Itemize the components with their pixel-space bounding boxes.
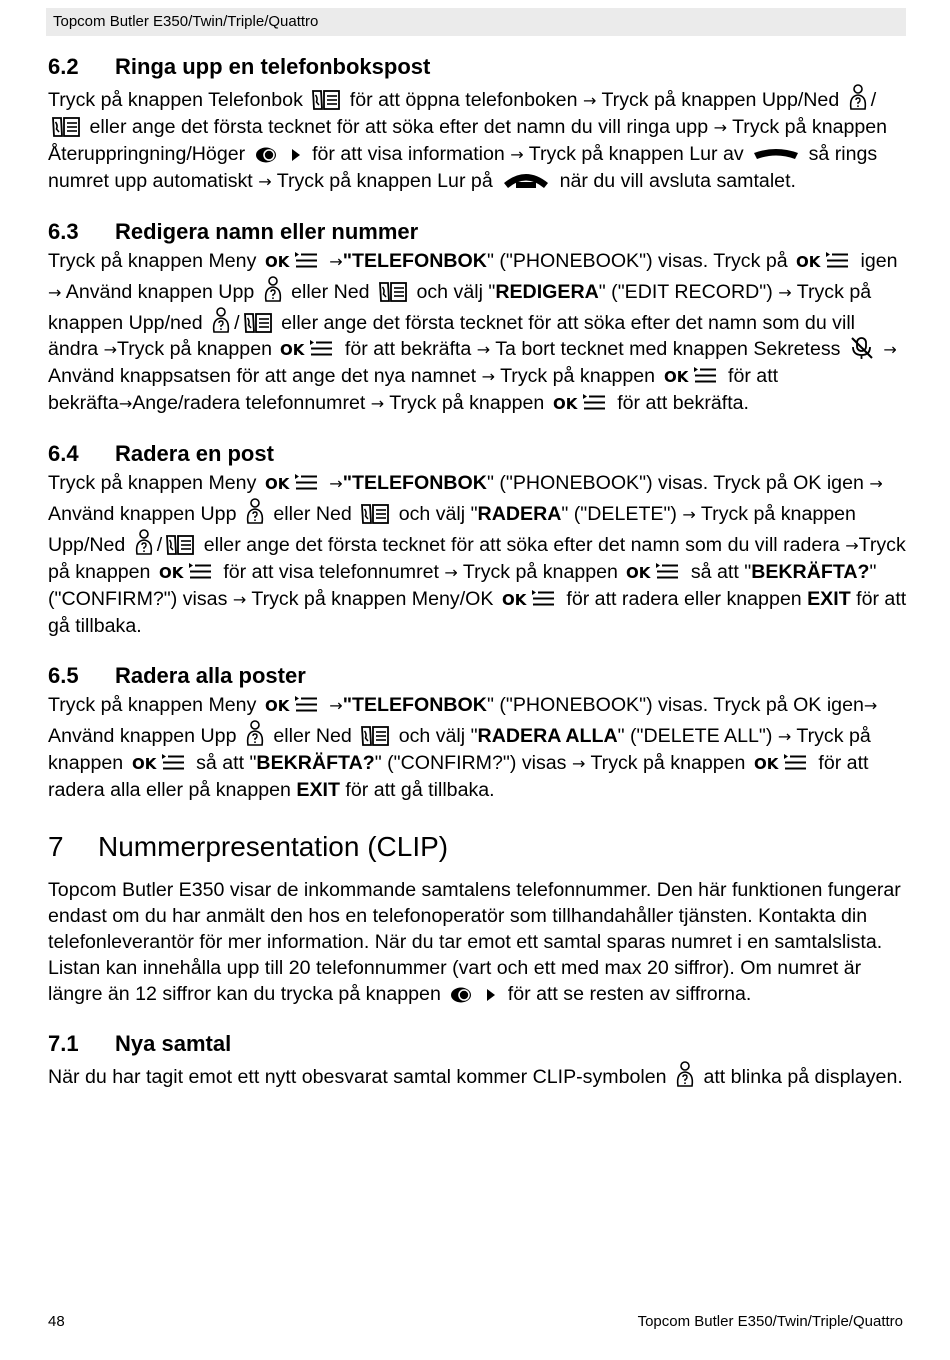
footer-title: Topcom Butler E350/Twin/Triple/Quattro: [637, 1313, 903, 1330]
ok-menu-icon: [265, 250, 321, 272]
text: Tryck på knappen Upp/Ned: [48, 503, 856, 556]
text: " ("PHONEBOOK") visas. Tryck på OK igen: [486, 694, 864, 716]
bold-text: "TELEFONBOK: [342, 472, 487, 494]
text: Ange/radera telefonnumret: [132, 392, 366, 414]
arrow-right-icon: →: [713, 118, 727, 137]
text: när du vill avsluta samtalet.: [559, 170, 796, 192]
text: eller ange det första tecknet för att söka efter det namn som du vill radera: [203, 534, 840, 556]
svg-text:OK: OK: [753, 755, 779, 773]
text: och välj ": [416, 281, 496, 303]
text: Tryck på knappen Meny: [48, 250, 257, 272]
chapter-heading: [48, 829, 908, 865]
chapter-number: 7: [48, 831, 64, 862]
off-hook-icon: [752, 147, 800, 165]
section-title: Redigera namn eller nummer: [115, 219, 419, 244]
section-6-3: [48, 217, 908, 417]
text: Tryck på knappen Upp/Ned: [601, 89, 840, 111]
arrow-right-icon: →: [510, 145, 524, 164]
section-6-2: [48, 52, 908, 195]
svg-text:OK: OK: [663, 368, 688, 386]
arrow-right-icon: →: [103, 340, 117, 359]
arrow-right-icon: →: [118, 394, 133, 413]
section-body: [48, 1060, 908, 1090]
text: Tryck på knappen Meny/OK: [251, 588, 494, 610]
clip-up-icon: [263, 275, 283, 303]
bold-text: REDIGERA: [495, 281, 599, 303]
arrow-right-icon: →: [48, 283, 62, 302]
phonebook-icon: [243, 312, 273, 334]
text: för att visa information: [312, 143, 505, 165]
section-number: 7.1: [48, 1031, 79, 1056]
bold-text: "TELEFONBOK: [342, 250, 487, 272]
text: Använd knappen Upp: [48, 503, 237, 525]
ok-menu-icon: [796, 250, 852, 272]
text: så att ": [690, 561, 752, 583]
text: Tryck på knappen: [590, 752, 746, 774]
arrow-right-icon: →: [777, 727, 792, 746]
section-number: 6.4: [48, 441, 79, 466]
text: Tryck på knappen Lur av: [528, 143, 744, 165]
ok-menu-icon: [265, 694, 321, 716]
redial-right-icon: [449, 985, 499, 1005]
chapter-body: [48, 877, 908, 1007]
arrow-right-icon: →: [444, 563, 458, 582]
svg-text:OK: OK: [264, 253, 290, 271]
header-title: Topcom Butler E350/Twin/Triple/Quattro: [53, 13, 319, 30]
section-6-5: [48, 661, 908, 803]
bold-text: RADERA ALLA: [477, 725, 618, 747]
arrow-right-icon: →: [370, 394, 385, 413]
section-body: Tryck på knappen Telefonbok för att öppna telefonboken → Tryck på knappen Upp/Ned / eller ange det första tecknet för att söka efter det namn du vill ringa upp → Tryck på knappen Återuppringning/Höger för att visa information → Tryck på knappen Lur av så rings numret upp automatiskt → Tryck på knappen Lur på när du vill avsluta samtalet.: [48, 83, 908, 195]
arrow-right-icon: →: [481, 367, 495, 386]
arrow-right-icon: →: [682, 505, 696, 524]
section-body: Tryck på knappen Meny OK →"TELEFONBOK" ("PHONEBOOK") visas. Tryck på OK igen → Använd knappen Upp eller Ned och välj "REDIGERA" ("EDIT RECORD") → Tryck på knappen Upp/ned / eller ange det första tecknet för att söka efter det namn som du vill ändra →Tryck på knappen OK för att bekräfta → Ta bort tecknet med knappen Sekretess → Använd knappsatsen för att ange det nya namnet → Tryck på knappen OK för att bekräfta→Ange/radera telefonnumret → Tryck på knappen OK för att bekräfta.: [48, 250, 898, 414]
text: Tryck på knappen Återuppringning/Höger: [48, 116, 888, 165]
text: eller Ned: [273, 725, 352, 747]
svg-text:OK: OK: [552, 395, 578, 413]
section-7-1: [48, 1029, 908, 1090]
text: Topcom Butler E350 visar de inkommande samtalens telefonnummer. Den här funktionen fungerar endast om du har anmält den hos en telefonoperatör som tillhandahåller tjänsten. Kontakta din telefonleverantör för mer information. När du tar emot ett samtal sparas numret i en samtalslista. Listan kan innehålla upp till 20 telefonnummer (vart och ett med max 20 siffror). Om numret är längre än 12 siffror kan du trycka på knappen: [48, 879, 901, 1005]
phonebook-icon: [378, 281, 408, 303]
clip-up-icon: [211, 306, 231, 334]
text: för att gå tillbaka.: [48, 588, 907, 637]
section-6-4: [48, 439, 908, 639]
ok-menu-icon: [132, 752, 188, 774]
phonebook-icon: [51, 116, 81, 138]
on-hook-icon: [501, 168, 551, 192]
arrow-right-icon: →: [863, 696, 878, 715]
section-number: 6.2: [48, 54, 79, 79]
clip-up-icon: [245, 497, 265, 525]
bold-text: EXIT: [296, 779, 340, 801]
redial-right-icon: [254, 145, 304, 165]
svg-text:OK: OK: [264, 475, 290, 493]
phonebook-icon: [360, 503, 390, 525]
bold-text: "TELEFONBOK: [342, 694, 487, 716]
text: eller Ned: [291, 281, 370, 303]
section-heading: [48, 1029, 908, 1059]
section-number: 6.5: [48, 663, 79, 688]
ok-menu-icon: [553, 392, 609, 414]
bold-text: BEKRÄFTA?: [256, 752, 375, 774]
phonebook-icon: [165, 534, 195, 556]
mute-icon: [849, 336, 875, 360]
text: " ("CONFIRM?") visas: [374, 752, 567, 774]
ok-menu-icon: [265, 472, 321, 494]
phonebook-icon: [311, 89, 341, 111]
text: så rings numret upp automatiskt: [48, 143, 878, 192]
text: Tryck på knappen Telefonbok: [48, 89, 303, 111]
arrow-right-icon: →: [476, 340, 491, 359]
text: Tryck på knappen: [48, 534, 906, 583]
section-heading: [48, 217, 908, 247]
text: så att ": [196, 752, 257, 774]
text: för att bekräfta.: [617, 392, 749, 414]
text: Tryck på knappen: [500, 365, 656, 387]
ok-menu-icon: [664, 365, 720, 387]
ok-menu-icon: [754, 752, 810, 774]
arrow-right-icon: →: [883, 340, 897, 359]
arrow-right-icon: →: [329, 474, 343, 493]
ok-menu-icon: [280, 338, 336, 360]
arrow-right-icon: →: [329, 252, 343, 271]
text: Använd knappen Upp: [48, 725, 237, 747]
svg-text:OK: OK: [626, 564, 651, 582]
text: " ("CONFIRM?") visas: [48, 561, 877, 610]
svg-text:OK: OK: [264, 697, 290, 715]
text: " ("DELETE"): [561, 503, 677, 525]
text: för att gå tillbaka.: [345, 779, 495, 801]
text: för att radera alla eller på knappen: [48, 752, 869, 801]
text: och välj ": [398, 503, 478, 525]
text: eller ange det första tecknet för att söka efter det namn du vill ringa upp: [89, 116, 709, 138]
text: " ("PHONEBOOK") visas. Tryck på: [486, 250, 788, 272]
section-heading: [48, 661, 908, 691]
svg-text:OK: OK: [131, 755, 157, 773]
ok-menu-icon: [502, 588, 558, 610]
bold-text: BEKRÄFTA?: [751, 561, 870, 583]
clip-up-icon: [675, 1060, 695, 1088]
text: eller Ned: [273, 503, 352, 525]
svg-text:OK: OK: [796, 253, 821, 271]
bold-text: EXIT: [807, 588, 851, 610]
section-heading: [48, 439, 908, 469]
arrow-right-icon: →: [329, 696, 343, 715]
arrow-right-icon: →: [571, 754, 586, 773]
text: Tryck på knappen Meny: [48, 694, 257, 716]
text: Tryck på knappen: [116, 338, 273, 360]
text: Använd knappsatsen för att ange det nya namnet: [48, 365, 477, 387]
text: för att se resten av siffrorna.: [507, 983, 752, 1005]
section-title: Radera en post: [115, 441, 274, 466]
arrow-right-icon: →: [258, 172, 272, 191]
bold-text: RADERA: [477, 503, 562, 525]
arrow-right-icon: →: [232, 590, 247, 609]
arrow-right-icon: →: [845, 536, 859, 555]
section-number: 6.3: [48, 219, 79, 244]
text: eller ange det första tecknet för att söka efter det namn som du vill ändra: [48, 312, 856, 360]
running-header: [46, 8, 906, 36]
section-body: Tryck på knappen Meny OK →"TELEFONBOK" ("PHONEBOOK") visas. Tryck på OK igen → Använd knappen Upp eller Ned och välj "RADERA" ("DELETE") → Tryck på knappen Upp/Ned / eller ange det första tecknet för att söka efter det namn som du vill radera →Tryck på knappen OK för att visa telefonnumret → Tryck på knappen OK så att "BEKRÄFTA?" ("CONFIRM?") visas → Tryck på knappen Meny/OK OK för att radera eller knappen EXIT för att gå tillbaka.: [48, 472, 907, 637]
text: Tryck på knappen: [389, 392, 545, 414]
text: Tryck på knappen Lur på: [276, 170, 493, 192]
svg-text:OK: OK: [280, 341, 305, 359]
text: för att öppna telefonboken: [349, 89, 578, 111]
text: När du har tagit emot ett nytt obesvarat samtal kommer CLIP-symbolen: [48, 1066, 667, 1088]
text: Tryck på knappen: [462, 561, 618, 583]
arrow-right-icon: →: [582, 91, 597, 110]
clip-up-icon: [245, 719, 265, 747]
svg-text:OK: OK: [501, 591, 527, 609]
section-title: Ringa upp en telefonbokspost: [115, 54, 431, 79]
text: " ("DELETE ALL"): [617, 725, 773, 747]
text: Tryck på knappen: [48, 725, 871, 774]
arrow-right-icon: →: [778, 283, 792, 302]
phonebook-icon: [360, 725, 390, 747]
text: " ("EDIT RECORD"): [598, 281, 773, 303]
svg-text:OK: OK: [158, 564, 184, 582]
section-title: Radera alla poster: [115, 663, 306, 688]
ok-menu-icon: [159, 561, 215, 583]
chapter-title: Nummerpresentation (CLIP): [98, 831, 449, 862]
chapter-7: [48, 829, 908, 1007]
page-number: 48: [48, 1313, 65, 1330]
text: för att radera eller knappen: [566, 588, 802, 610]
page-content: [48, 52, 908, 1090]
arrow-right-icon: →: [869, 474, 883, 493]
text: och välj ": [398, 725, 478, 747]
text: Tryck på knappen Meny: [48, 472, 257, 494]
section-title: Nya samtal: [115, 1031, 232, 1056]
text: Ta bort tecknet med knappen Sekretess: [495, 338, 841, 360]
text: Tryck på knappen Upp/ned: [48, 281, 872, 334]
ok-menu-icon: [626, 561, 682, 583]
text: igen: [860, 250, 898, 272]
clip-up-icon: [848, 83, 868, 111]
section-body: [48, 692, 908, 803]
text: för att bekräfta: [344, 338, 472, 360]
section-heading: [48, 52, 908, 82]
text: att blinka på displayen.: [703, 1066, 903, 1088]
text: för att visa telefonnumret: [223, 561, 439, 583]
text: Använd knappen Upp: [65, 281, 255, 303]
text: " ("PHONEBOOK") visas. Tryck på OK igen: [486, 472, 864, 494]
clip-up-icon: [134, 528, 154, 556]
text: för att bekräfta: [48, 365, 779, 414]
